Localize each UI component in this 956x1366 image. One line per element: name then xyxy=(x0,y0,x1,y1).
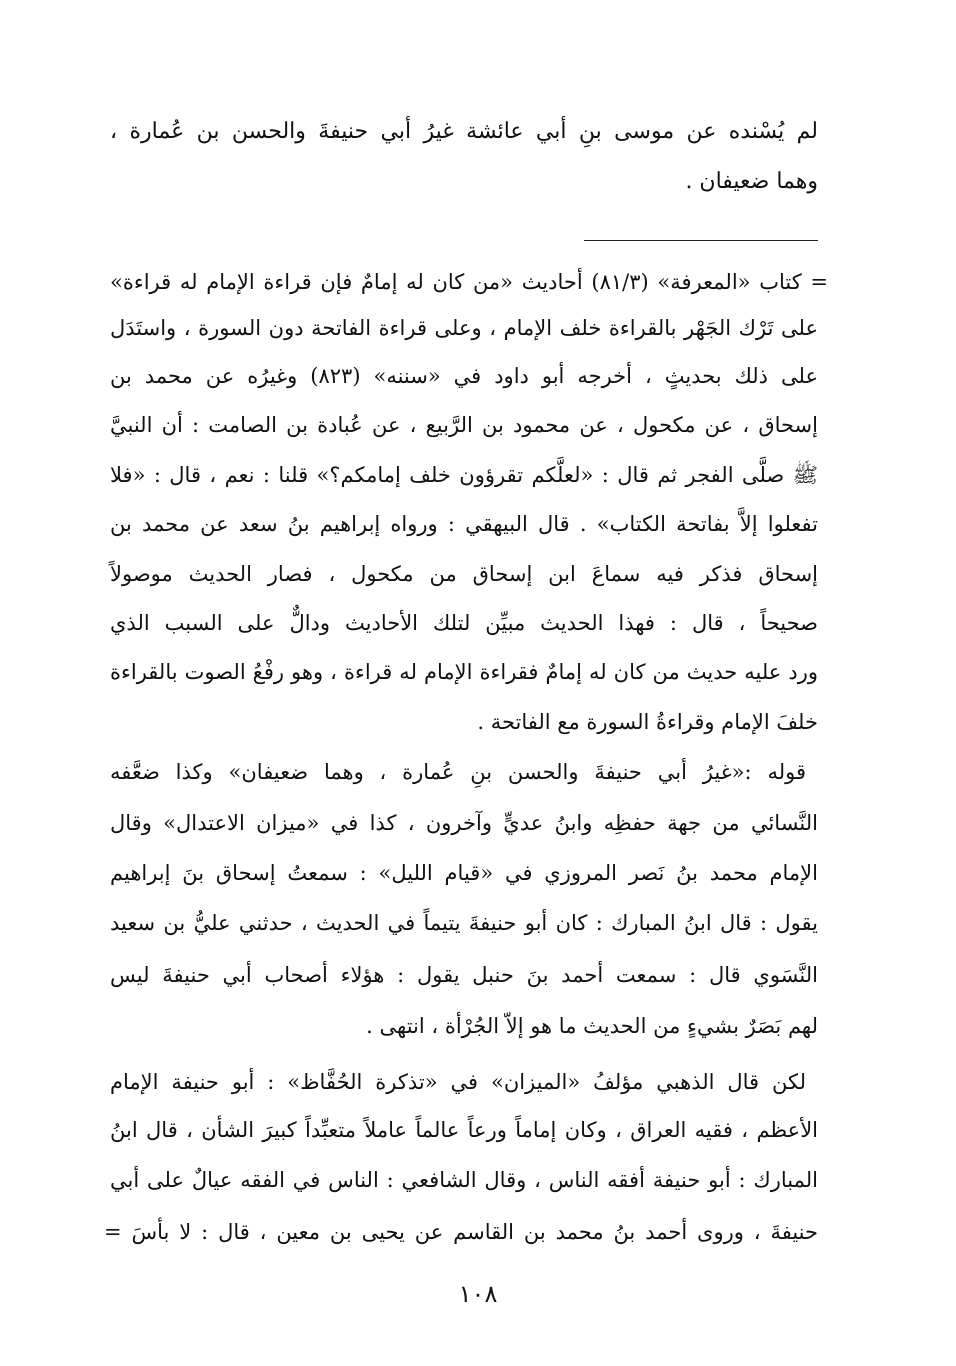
footnote-line: النَّسَوي قال : سمعت أحمد بنَ حنبل يقول : هؤلاء أصحاب أبي حنيفةَ ليس xyxy=(110,963,818,987)
footnote-line: تفعلوا إلاَّ بفاتحة الكتاب» . قال البيهقي : ورواه إبراهيم بنُ سعد عن محمد بن xyxy=(110,512,818,536)
main-text-line: لم يُسْنده عن موسى بنِ أبي عائشة غيرُ أبي حنيفةَ والحسن بن عُمارة ، xyxy=(110,119,818,144)
footnote-line: إسحاق فذكر فيه سماعَ ابن إسحاق من مكحول ، فصار الحديث موصولاً xyxy=(110,562,818,586)
footnote-line: ورد عليه حديث من كان له إمامٌ فقراءة الإمام له قراءة ، وهو رفْعُ الصوت بالقراءة xyxy=(110,660,818,684)
footnote-line: قوله :«غيرُ أبي حنيفةَ والحسن بنِ عُمارة ، وهما ضعيفان» وكذا ضعَّفه xyxy=(110,760,806,784)
footnote-line: ﷺ صلَّى الفجر ثم قال : «لعلَّكم تقرؤون خلف إمامكم؟» قلنا : نعم ، قال : «فلا xyxy=(110,463,818,487)
footnote-line: = كتاب «المعرفة» (٨١/٣) أحاديث «من كان له إمامٌ فإن قراءة الإمام له قراءة» xyxy=(110,270,828,294)
footnote-line: الإمام محمد بنُ نَصر المروزي في «قيام الليل» : سمعتُ إسحاق بنَ إبراهيم xyxy=(110,861,818,885)
footnote-line: لكن قال الذهبي مؤلفُ «الميزان» في «تذكرة الحُفَّاظ» : أبو حنيفة الإمام xyxy=(110,1070,806,1094)
footnote-line: إسحاق ، عن مكحول ، عن محمود بن الرَّبيع ، عن عُبادة بن الصامت : أن النبيَّ xyxy=(110,413,818,437)
footnote-line: على تَرْك الجَهْر بالقراءة خلف الإمام ، وعلى قراءة الفاتحة دون السورة ، واستَدَل xyxy=(110,316,818,340)
footnote-line: حنيفةَ ، وروى أحمد بنُ محمد بن القاسم عن يحيى بن معين ، قال : لا بأسَ = xyxy=(104,1220,818,1244)
footnote-line: لهم بَصَرٌ بشيءٍ من الحديث ما هو إلاّ الجُرْأة ، انتهى . xyxy=(366,1014,818,1038)
footnote-line: النَّسائي من جهة حفظِه وابنُ عديٍّ وآخرون ، كذا في «ميزان الاعتدال» وقال xyxy=(110,811,818,835)
main-text-line: وهما ضعيفان . xyxy=(685,169,818,194)
footnote-line: يقول : قال ابنُ المبارك : كان أبو حنيفةَ يتيماً في الحديث ، حدثني عليُّ بن سعيد xyxy=(110,911,818,935)
footnote-line: خلفَ الإمام وقراءةُ السورة مع الفاتحة . xyxy=(477,710,818,734)
footnote-line: صحيحاً ، قال : فهذا الحديث مبيِّن لتلك الأحاديث ودالٌّ على السبب الذي xyxy=(110,611,818,635)
footnote-line: على ذلك بحديثٍ ، أخرجه أبو داود في «سننه» (٨٢٣) وغيرُه عن محمد بن xyxy=(110,364,818,388)
page-number: ١٠٨ xyxy=(458,1280,498,1308)
footnote-line: المبارك : أبو حنيفة أفقه الناس ، وقال الشافعي : الناس في الفقه عيالٌ على أبي xyxy=(110,1168,818,1192)
footnote-line: الأعظم ، فقيه العراق ، وكان إماماً ورعاً عالماً عاملاً متعبِّداً كبيرَ الشأن ، قال ابنُ xyxy=(110,1118,818,1142)
footnote-separator xyxy=(584,240,818,241)
